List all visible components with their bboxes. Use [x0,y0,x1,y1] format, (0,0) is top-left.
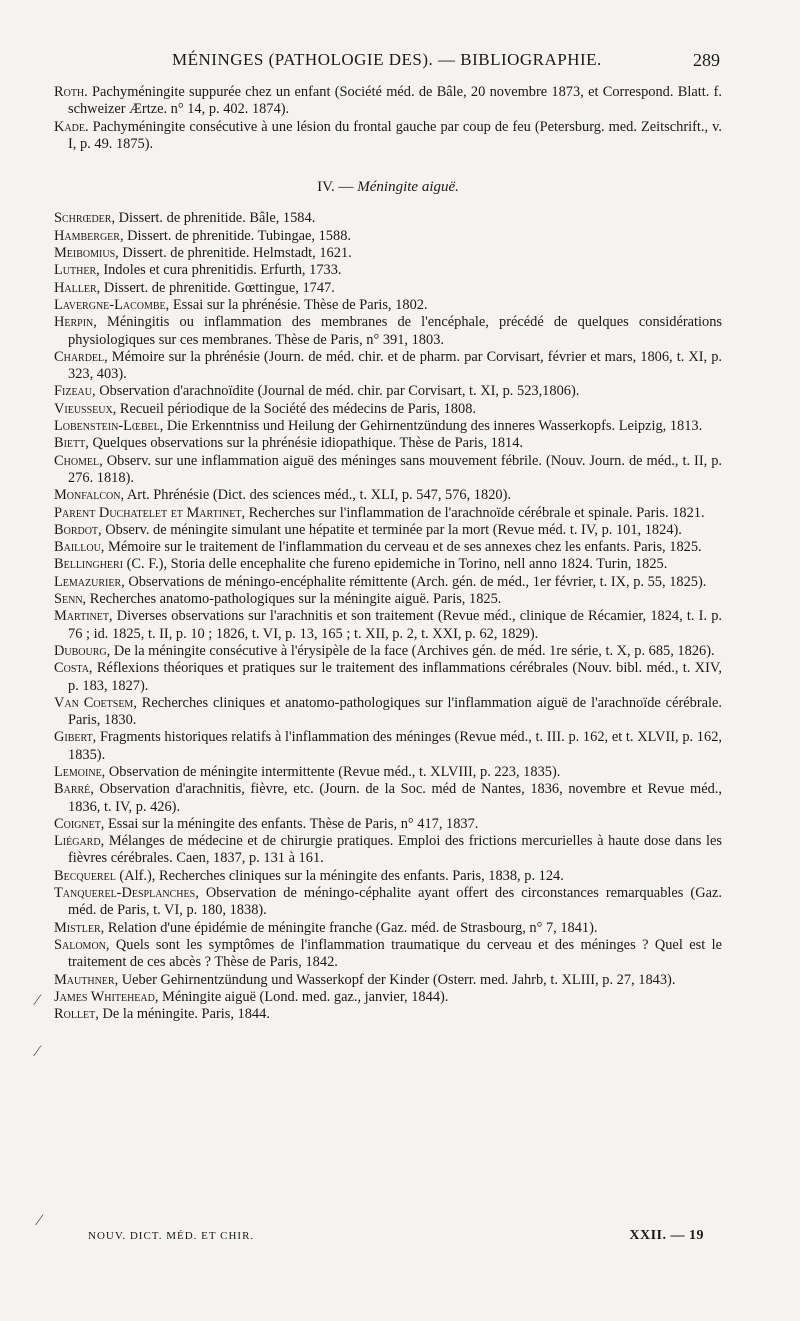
bibliography-entry [54,487,722,504]
bibliography-entry [54,245,722,262]
footer-publication: NOUV. DICT. MÉD. ET CHIR. [88,1230,255,1242]
entry-text: Die Erkenntniss und Heilung der Gehirnentzündung des inneres Wasserkopfs. Leipzig, 1813. [163,418,703,435]
entry-author: Parent Duchatelet et Martinet, [54,504,246,521]
bibliography-entry [54,608,722,643]
section-entries [54,210,722,1023]
footer-signature: XXII. — 19 [629,1228,704,1243]
entry-author: Tanquerel-Desplanches, [54,885,199,902]
bibliography-entry [54,660,722,695]
bibliography-entry [54,280,722,297]
bibliography-entry [54,210,722,227]
entry-author: Becquerel [54,867,116,884]
entry-text: Ueber Gehirnentzündung und Wasserkopf der Kinder (Osterr. med. Jahrb, t. XLIII, p. 27, 1843). [118,971,676,988]
entry-author: Coignet, [54,815,105,832]
footer [88,1228,704,1246]
bibliography-entry [54,868,722,885]
entry-author: Herpin, [54,314,97,331]
entry-text: Quels sont les symptômes de l'inflammation traumatique du cerveau et des méninges ? Quel est le traitement de ces abcès ? Thèse de Paris, 1842. [68,936,722,971]
bibliography-entry [54,574,722,591]
entry-author: Gibert, [54,729,97,746]
entry-text: Observ. de méningite simulant une hépatite et terminée par la mort (Revue méd. t. IV, p. 101, 1824). [101,521,682,538]
entry-text: (Alf.), Recherches cliniques sur la méningite des enfants. Paris, 1838, p. 124. [115,867,564,884]
entry-author: Lobenstein-Lœbel, [54,418,164,435]
entry-text: (C. F.), Storia delle encephalite che fureno epidemiche in Torino, nell anno 1824. Turin, 1825. [123,556,668,573]
bibliography-entry [54,418,722,435]
bibliography-entry [54,383,722,400]
bibliography-entry [54,556,722,573]
bibliography-entry [54,297,722,314]
bibliography-entry [54,1006,722,1023]
bibliography-entry [54,972,722,989]
bibliography-entry [54,591,722,608]
bibliography-entry [54,314,722,349]
entry-text: Observation de méningite intermittente (Revue méd., t. XLVIII, p. 223, 1835). [105,763,561,780]
entry-author: Senn, [54,591,87,608]
entry-text: Mémoire sur la phrénésie (Journ. de méd. chir. et de pharm. par Corvisart, février et mars, 1806, t. XI, p. 323, 403). [68,348,722,383]
bibliography-entry [54,833,722,868]
entry-author: Dubourg, [54,642,111,659]
bibliography-entry [54,228,722,245]
bibliography [54,84,722,1023]
entry-author: Salomon, [54,936,110,953]
entry-text: Dissert. de phrenitide. Bâle, 1584. [115,210,316,227]
entry-author: Mistler, [54,919,105,936]
entry-author: Luther, [54,262,100,279]
entry-text: Observation d'arachnitis, fièvre, etc. (Journ. de la Soc. méd de Nantes, 1836, novembre et Revue méd., 1836, t. IV, p. 426). [68,781,722,815]
section-heading [54,179,722,196]
entry-text: Dissert. de phrenitide. Helmstadt, 1621. [118,245,352,262]
entry-text: Pachyméningite consécutive à une lésion du frontal gauche par coup de feu (Petersburg. med. Zeitschrift., v. I, p. 49. 1875). [68,118,722,152]
entry-author: Chomel, [54,452,103,469]
entry-text: Observations de méningo-encéphalite rémittente (Arch. gén. de méd., 1er février, t. IX, p. 55, 1825). [124,573,707,590]
bibliography-entry [54,505,722,522]
bibliography-entry [54,435,722,452]
bibliography-entry [54,539,722,556]
entry-text: Recherches cliniques et anatomo-pathologiques sur l'inflammation aiguë de l'arachnoïde cérébrale. Paris, 1830. [68,694,722,729]
bibliography-entry [54,989,722,1006]
bibliography-entry [54,885,722,920]
entry-author: Bordot, [54,521,102,538]
entry-author: Monfalcon, [54,487,125,504]
bibliography-entry [54,349,722,384]
page-number: 289 [693,50,720,70]
entry-author: Rollet, [54,1006,99,1023]
entry-text: Essai sur la phrénésie. Thèse de Paris, 1802. [169,296,428,313]
entry-author: Mauthner, [54,971,119,988]
bibliography-entry [54,84,722,119]
bibliography-entry [54,453,722,488]
entry-author: Liégard, [54,833,105,850]
entry-author: Vieusseux, [54,400,117,417]
section-title: Méningite aiguë. [357,179,459,196]
entry-text: Dissert. de phrenitide. Gœttingue, 1747. [100,279,335,296]
bibliography-entry [54,401,722,418]
entry-text: De la méningite. Paris, 1844. [98,1006,270,1023]
bibliography-entry [54,643,722,660]
entry-text: Recueil périodique de la Société des médecins de Paris, 1808. [116,400,476,417]
entry-text: Art. Phrénésie (Dict. des sciences méd., t. XLI, p. 547, 576, 1820). [124,487,511,504]
section-number: IV. — [317,179,358,196]
bibliography-entry [54,920,722,937]
bibliography-entry [54,119,722,154]
entry-author: Barré, [54,781,94,798]
bibliography-entry [54,764,722,781]
entry-author: Martinet, [54,608,113,625]
entry-author: Meibomius, [54,245,119,262]
entry-author: Lemoine, [54,763,106,780]
entry-author: Lavergne-Lacombe, [54,296,170,313]
entry-author: Lemazurier, [54,573,125,590]
entry-text: Réflexions théoriques et pratiques sur le traitement des inflammations cérébrales (Nouv. bibl. méd., t. XIV, p. 183, 1827). [68,660,722,694]
entry-text: Fragments historiques relatifs à l'inflammation des méninges (Revue méd., t. III. p. 162, et t. XLVII, p. 162, 1835). [68,729,722,763]
entry-text: Méningite aiguë (Lond. med. gaz., janvier, 1844). [158,988,449,1005]
header-title: MÉNINGES (PATHOLOGIE DES). — BIBLIOGRAPHIE. [172,50,602,69]
entry-text: Essai sur la méningite des enfants. Thèse de Paris, n° 417, 1837. [104,815,479,832]
entry-author: Van Coetsem, [54,694,137,711]
entry-text: Dissert. de phrenitide. Tubingae, 1588. [123,227,351,244]
entry-text: Observation de méningo-céphalite ayant offert des circonstances remarquables (Gaz. méd. de Paris, t. VI, p. 180, 1838). [68,885,722,919]
pencil-mark: ⁄ [36,1043,39,1060]
bibliography-entry [54,816,722,833]
entry-author: Haller, [54,279,101,296]
entry-text: Relation d'une épidémie de méningite franche (Gaz. méd. de Strasbourg, n° 7, 1841). [104,919,598,936]
bibliography-entry [54,937,722,972]
entry-text: Mémoire sur le traitement de l'inflammation du cerveau et de ses annexes chez les enfants. Paris, 1825. [104,539,702,556]
bibliography-entry [54,729,722,764]
entry-author: Chardel, [54,348,108,365]
entry-text: Diverses observations sur l'arachnitis et son traitement (Revue méd., clinique de Récamier, 1824, t. I. p. 76 ; id. 1825, t. II, p. 10 ; 1826, t. VI, p. 13, 165 ; t. XII, p. 2, t. XXI, p. 62, 1829). [68,608,722,642]
entry-author: Hamberger, [54,227,124,244]
running-header [52,50,720,72]
entry-author: Biett, [54,435,89,452]
entry-author: Fizeau, [54,383,96,400]
bibliography-entry [54,522,722,539]
entry-author: Kade. [54,118,89,135]
entry-text: Quelques observations sur la phrénésie idiopathique. Thèse de Paris, 1814. [88,435,524,452]
entry-author: Schrœder, [54,210,116,227]
entry-text: Mélanges de médecine et de chirurgie pratiques. Emploi des frictions mercurielles à haute dose dans les fièvres cérébrales. Caen, 1837, p. 131 à 161. [68,833,722,867]
bibliography-entry [54,695,722,730]
entry-text: Observation d'arachnoïdite (Journal de méd. chir. par Corvisart, t. XI, p. 523,1806). [95,383,580,400]
pencil-mark: ⁄ [38,1212,41,1229]
top-entries [54,84,722,153]
entry-text: Indoles et cura phrenitidis. Erfurth, 1733. [99,262,342,279]
entry-text: Observ. sur une inflammation aiguë des méninges sans mouvement fébrile. (Nouv. Journ. de méd., t. II, p. 276. 1818). [68,452,722,486]
entry-text: Méningitis ou inflammation des membranes de l'encéphale, précédé de quelques considérations physiologiques sur ces membranes. Thèse de Paris, n° 391, 1803. [68,314,722,348]
entry-author: James Whitehead, [54,988,159,1005]
entry-text: Recherches anatomo-pathologiques sur la méningite aiguë. Paris, 1825. [86,591,502,608]
entry-author: Baillou, [54,539,105,556]
entry-text: Recherches sur l'inflammation de l'arachnoïde cérébrale et spinale. Paris. 1821. [245,504,705,521]
entry-text: Pachyméningite suppurée chez un enfant (Société méd. de Bâle, 20 novembre 1873, et Correspond. Blatt. f. schweizer Ærtze. n° 14, p. 402. 1874). [68,84,722,118]
bibliography-entry [54,262,722,279]
entry-author: Costa, [54,660,93,677]
entry-text: De la méningite consécutive à l'érysipèle de la face (Archives gén. de méd. 1re série, t. X, p. 685, 1826). [110,642,715,659]
bibliography-entry [54,781,722,816]
entry-author: Roth. [54,84,88,100]
entry-author: Bellingheri [54,556,124,573]
pencil-mark: ⁄ [36,992,39,1009]
